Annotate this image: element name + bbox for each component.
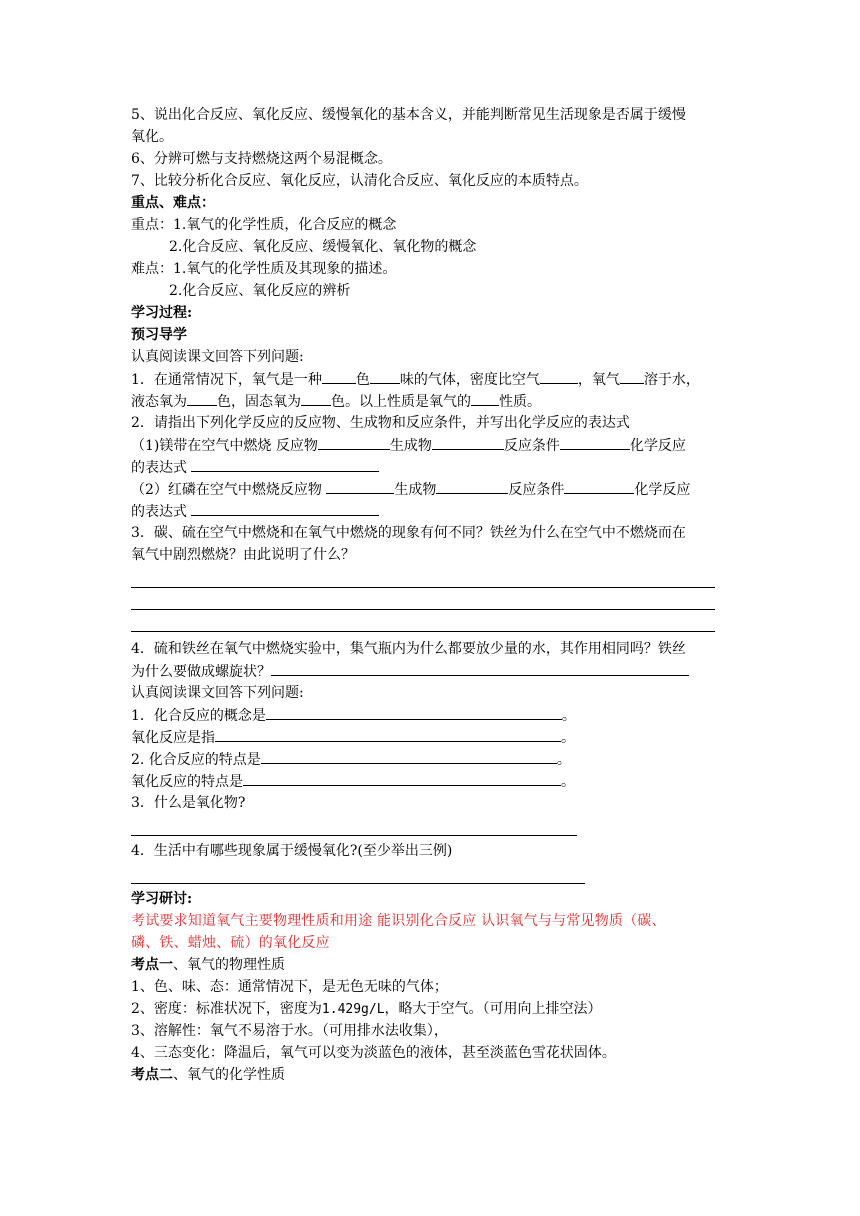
preview-heading: 预习导学 [131,327,187,343]
answer-line[interactable] [131,566,715,588]
blank[interactable] [471,390,499,406]
blank[interactable] [370,368,400,384]
blank[interactable] [564,478,634,494]
property-1: 1、色、味、态：通常情况下，是无色无味的气体； [131,979,448,995]
objective-5-cont: 氧化。 [131,129,173,145]
key-point-2: 2.化合反应、氧化反应、缓慢氧化、氧化物的概念 [169,239,477,255]
objective-6: 6、分辨可燃与支持燃烧这两个易混概念。 [131,151,392,167]
concept-2: 2. 化合反应的特点是 。 [131,748,731,770]
question-3-line-2: 氧气中剧烈燃烧？由此说明了什么？ [131,547,355,563]
blank[interactable] [261,748,557,764]
question-2-item-1-expr: 的表达式 [131,456,731,478]
difficulty-1: 难点：1.氧气的化学性质及其现象的描述。 [131,261,397,277]
objective-7: 7、比较分析化合反应、氧化反应，认清化合反应、氧化反应的本质特点。 [131,173,588,189]
intro-text: 认真阅读课文回答下列问题: [131,349,304,365]
concept-1: 1．化合反应的概念是 。 [131,704,731,726]
difficulty-2: 2.化合反应、氧化反应的辨析 [169,283,351,299]
study-heading: 学习研讨: [131,891,193,907]
question-2-item-2-expr: 的表达式 [131,500,731,522]
blank[interactable] [326,478,394,494]
blank[interactable] [191,500,379,516]
answer-line[interactable] [131,814,577,836]
key-points-heading: 重点、难点： [131,195,215,211]
question-4-line-2: 为什么要做成螺旋状？ [131,660,731,682]
blank[interactable] [432,434,504,450]
question-1-line-1: 1．在通常情况下，氧气是一种 色 味的气体，密度比空气 ，氧气 溶于水， [131,368,731,390]
blank[interactable] [271,660,689,676]
question-2: 2．请指出下列化学反应的反应物、生成物和反应条件，并写出化学反应的表达式 [131,415,630,431]
blank[interactable] [620,368,644,384]
concept-4: 4．生活中有哪些现象属于缓慢氧化?(至少举出三例) [131,843,453,859]
property-2: 2、密度：标准状况下，密度为1.429g/L，略大于空气。（可用向上排空法） [131,1001,602,1017]
kp2-heading: 考点二、氧气的化学性质 [131,1067,285,1083]
blank[interactable] [301,390,331,406]
concept-2b: 氧化反应的特点是 。 [131,770,731,792]
process-heading: 学习过程: [131,305,193,321]
question-4-line-1: 4．硫和铁丝在氧气中燃烧实验中，集气瓶内为什么都要放少量的水，其作用相同吗？铁丝 [131,641,686,657]
kp1-heading: 考点一、氧气的物理性质 [131,957,285,973]
key-point-1: 重点：1.氧气的化学性质，化合反应的概念 [131,217,397,233]
blank[interactable] [560,434,630,450]
exam-requirement-line-1: 考试要求知道氧气主要物理性质和用途 能识别化合反应 认识氧气与与常见物质（碳、 [131,913,666,929]
blank[interactable] [266,704,562,720]
answer-line[interactable] [131,588,715,610]
question-2-item-2: （2）红磷在空气中燃烧反应物 生成物 反应条件 化学反应 [131,478,731,500]
blank[interactable] [322,368,356,384]
question-1-line-2: 液态氧为 色，固态氧为 色。以上性质是氧气的 性质。 [131,390,731,412]
intro-text-2: 认真阅读课文回答下列问题: [131,685,304,701]
blank[interactable] [318,434,390,450]
answer-line[interactable] [131,610,715,632]
objective-5: 5、说出化合反应、氧化反应、缓慢氧化的基本含义，并能判断常见生活现象是否属于缓慢 [131,107,686,123]
blank[interactable] [243,770,561,786]
property-3: 3、溶解性：氧气不易溶于水。（可用排水法收集）， [131,1023,448,1039]
question-3-line-1: 3．碳、硫在空气中燃烧和在氧气中燃烧的现象有何不同？铁丝为什么在空气中不燃烧而在 [131,525,686,541]
answer-line[interactable] [131,862,585,884]
blank[interactable] [191,456,379,472]
blank[interactable] [436,478,508,494]
question-2-item-1: （1)镁带在空气中燃烧 反应物 生成物 反应条件 化学反应 [131,434,731,456]
concept-3: 3．什么是氧化物? [131,795,246,811]
blank[interactable] [540,368,578,384]
exam-requirement-line-2: 磷、铁、蜡烛、硫）的氧化反应 [131,935,330,951]
property-4: 4、三态变化：降温后，氧气可以变为淡蓝色的液体，甚至淡蓝色雪花状固体。 [131,1045,616,1061]
blank[interactable] [215,726,561,742]
document-page [131,104,731,1086]
blank[interactable] [187,390,217,406]
concept-1b: 氧化反应是指 。 [131,726,731,748]
